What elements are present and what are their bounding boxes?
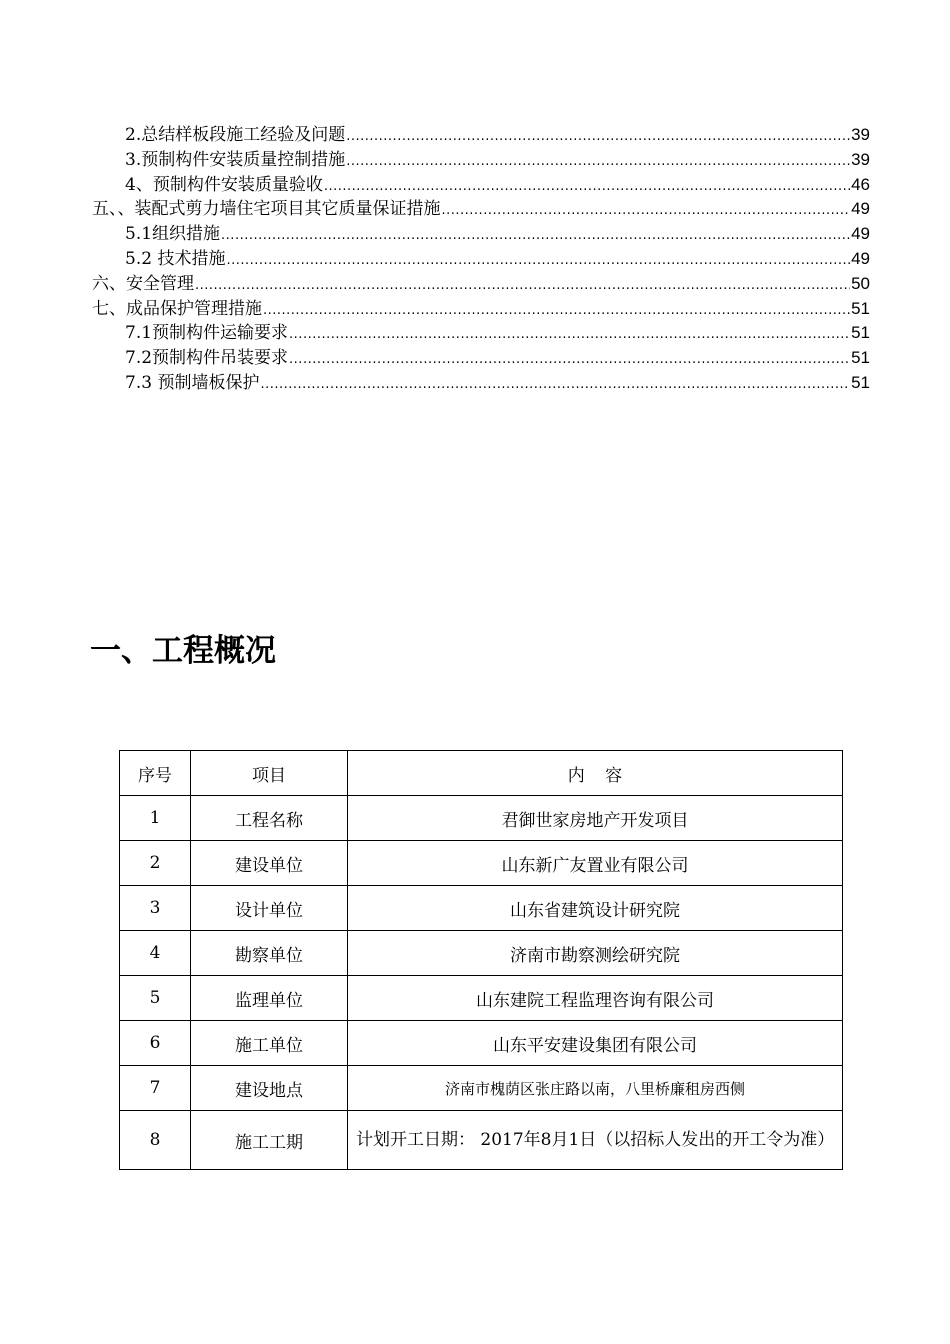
row-item: 建设地点 [191,1066,348,1111]
row-item: 工程名称 [191,796,348,841]
row-content: 山东新广友置业有限公司 [348,841,843,886]
toc-dot-leader [289,348,850,373]
toc-entry-title: 3.预制构件安装质量控制措施 [125,149,346,170]
header-content-label: 内容 [567,765,643,786]
table-row [120,1021,843,1066]
table-of-contents [92,123,870,396]
row-content: 君御世家房地产开发项目 [348,796,843,841]
row-item: 设计单位 [191,886,348,931]
toc-entry[interactable] [92,123,870,148]
toc-dot-leader [260,373,850,398]
toc-dot-leader [226,249,850,274]
toc-entry[interactable] [92,346,870,371]
toc-entry-page: 51 [851,372,870,392]
toc-entry[interactable] [92,247,870,272]
toc-entry-page: 49 [851,224,870,244]
toc-entry-page: 51 [851,298,870,318]
toc-entry-page: 50 [851,273,870,293]
toc-entry-page: 46 [851,174,870,194]
toc-entry[interactable] [92,297,870,322]
row-number: 4 [120,931,191,976]
table-row [120,841,843,886]
row-number: 1 [120,796,191,841]
toc-entry-title: 2.总结样板段施工经验及问题 [125,125,346,145]
row-content: 山东省建筑设计研究院 [348,886,843,931]
row-number: 5 [120,976,191,1021]
row-number: 7 [120,1066,191,1111]
toc-dot-leader [346,125,850,150]
row-content: 山东建院工程监理咨询有限公司 [348,976,843,1021]
toc-entry-title: 六、安全管理 [92,273,194,294]
toc-dot-leader [263,299,850,324]
toc-entry[interactable] [92,321,870,346]
toc-dot-leader [289,323,850,348]
table-row [120,976,843,1021]
toc-entry-page: 49 [851,248,870,268]
toc-entry-page: 49 [851,199,870,219]
toc-entry[interactable] [92,222,870,247]
table-row [120,796,843,841]
row-item: 勘察单位 [191,931,348,976]
toc-entry[interactable] [92,272,870,297]
toc-entry-page: 39 [851,125,870,144]
row-number: 8 [120,1111,191,1170]
toc-dot-leader [442,199,851,224]
table-row [120,1111,843,1170]
table-row [120,886,843,931]
toc-entry[interactable] [92,371,870,396]
header-serial-number: 序号 [120,751,191,796]
row-content: 济南市槐荫区张庄路以南，八里桥廉租房西侧 [348,1066,843,1111]
header-item: 项目 [191,751,348,796]
row-number: 3 [120,886,191,931]
toc-entry-title: 4、预制构件安装质量验收 [125,174,323,195]
row-item: 施工工期 [191,1111,348,1170]
toc-entry-title: 7.1预制构件运输要求 [125,323,289,344]
toc-dot-leader [346,150,850,175]
toc-dot-leader [221,224,850,249]
row-content: 计划开工日期： 2017年8月1日（以招标人发出的开工令为准） [348,1111,843,1170]
toc-entry-title: 7.3 预制墙板保护 [125,372,260,393]
toc-entry-page: 39 [851,149,870,169]
toc-entry[interactable] [92,197,870,222]
row-item: 施工单位 [191,1021,348,1066]
toc-entry[interactable] [92,148,870,173]
toc-entry[interactable] [92,173,870,198]
row-number: 6 [120,1021,191,1066]
toc-entry-title: 7.2预制构件吊装要求 [125,348,289,369]
toc-dot-leader [324,175,850,200]
toc-entry-title: 5.1组织措施 [125,224,221,245]
toc-entry-page: 51 [851,348,870,368]
section-heading: 一、工程概况 [90,633,276,669]
header-content [348,751,843,796]
project-overview-table [119,750,843,1170]
toc-entry-title: 5.2 技术措施 [125,248,226,269]
table-row [120,1066,843,1111]
toc-entry-title: 七、成品保护管理措施 [92,298,262,319]
row-item: 监理单位 [191,976,348,1021]
table-row [120,931,843,976]
toc-entry-page: 51 [851,323,870,343]
toc-entry-title: 五、、装配式剪力墙住宅项目其它质量保证措施 [92,199,441,220]
row-content: 山东平安建设集团有限公司 [348,1021,843,1066]
row-content: 济南市勘察测绘研究院 [348,931,843,976]
row-item: 建设单位 [191,841,348,886]
table-header-row [120,751,843,796]
row-number: 2 [120,841,191,886]
toc-dot-leader [195,274,850,299]
